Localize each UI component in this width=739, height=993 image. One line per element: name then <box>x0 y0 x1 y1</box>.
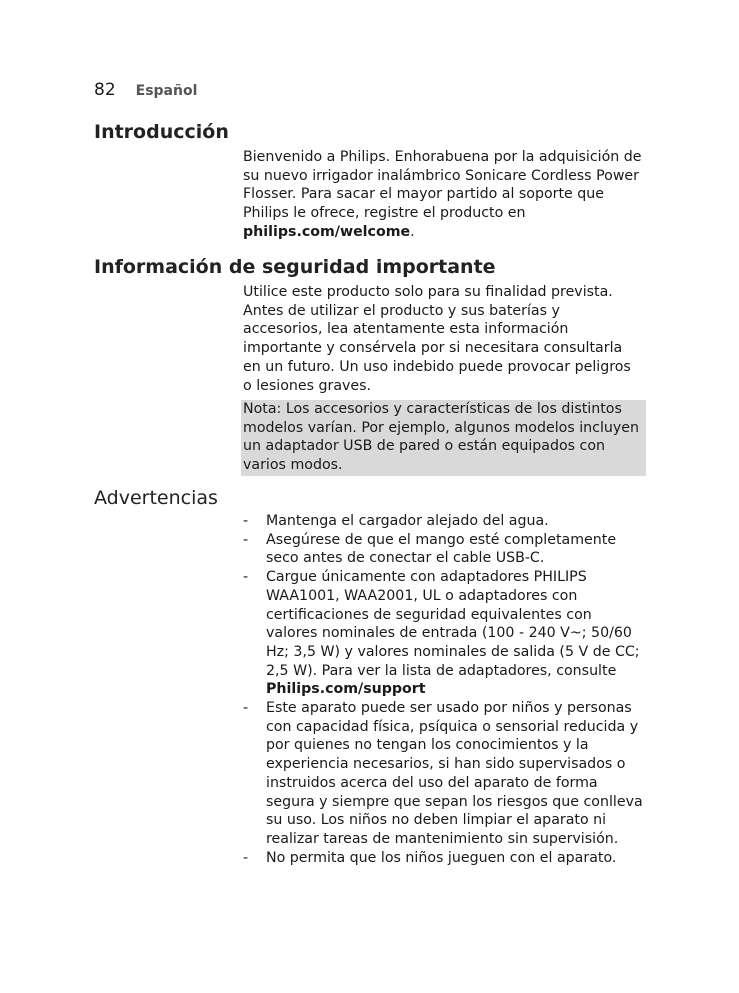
dash-bullet: - <box>243 849 249 866</box>
dash-bullet: - <box>243 569 249 586</box>
support-link[interactable]: Philips.com/support <box>266 681 426 698</box>
list-item: - Este aparato puede ser usado por niños y personas con capacidad física, psíquica o sensorial reducida y por quienes no tengan los conocimientos y la experiencia necesarios, si han sido supervisados o instruidos acerca del uso del aparato de forma segura y siempre que sepan los riesgos que conlleva su uso. Los niños no deben limpiar el aparato ni realizar tareas de mantenimiento sin supervisión. <box>243 700 643 847</box>
note-box: Nota: Los accesorios y características de los distintos modelos varían. Por ejemplo, algunos modelos incluyen un adaptador USB de pared o están equipados con varios modos. <box>241 400 646 476</box>
welcome-link[interactable]: philips.com/welcome <box>243 223 411 240</box>
safety-text: Utilice este producto solo para su finalidad prevista. Antes de utilizar el producto y sus baterías y accesorios, lea atentamente esta información importante y consérvela por si necesitara consultarla en un futuro. Un uso indebido puede provocar peligros o lesiones graves. <box>243 284 631 394</box>
intro-paragraph <box>243 148 643 242</box>
intro-heading: Introducción <box>94 121 229 143</box>
intro-text: Bienvenido a Philips. Enhorabuena por la adquisición de su nuevo irrigador inalámbrico Sonicare Cordless Power Flosser. Para sacar el mayor partido al soporte que Philips le ofrece, registre el producto en <box>243 149 642 222</box>
page-header <box>94 80 197 100</box>
safety-paragraph <box>243 283 643 395</box>
warnings-heading: Advertencias <box>94 487 218 509</box>
list-item: - Cargue únicamente con adaptadores PHILIPS WAA1001, WAA2001, UL o adaptadores con certificaciones de seguridad equivalentes con valores nominales de entrada (100 - 240 V~; 50/60 Hz; 3,5 W) y valores nominales de salida (5 V de CC; 2,5 W). Para ver la lista de adaptadores, consulte Philips.com/support <box>243 569 640 698</box>
page-number: 82 <box>94 80 116 100</box>
list-item: - Asegúrese de que el mango esté completamente seco antes de conectar el cable USB-C. <box>243 531 617 567</box>
dash-bullet: - <box>243 531 249 548</box>
warnings-list <box>243 512 645 867</box>
safety-heading: Información de seguridad importante <box>94 256 496 278</box>
dash-bullet: - <box>243 700 249 717</box>
page-language: Español <box>135 83 198 99</box>
intro-end: . <box>410 223 415 240</box>
dash-bullet: - <box>243 513 249 529</box>
list-item: - Mantenga el cargador alejado del agua. <box>243 513 549 529</box>
list-item: - No permita que los niños jueguen con el aparato. <box>243 849 617 866</box>
